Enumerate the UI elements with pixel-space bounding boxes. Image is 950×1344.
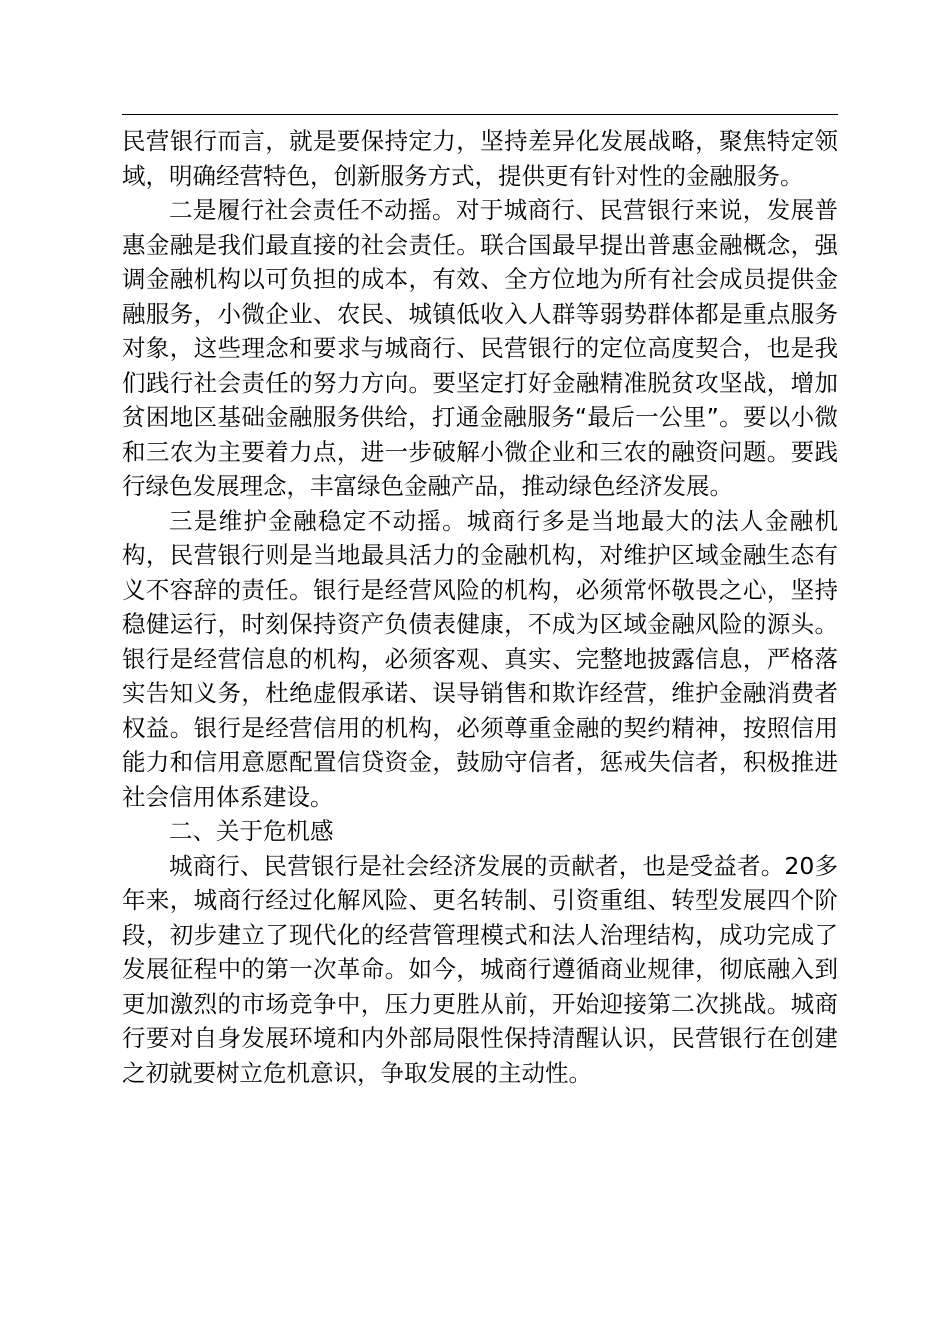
header-rule bbox=[122, 114, 838, 115]
document-body bbox=[122, 124, 838, 1090]
paragraph-continuation: 民营银行而言，就是要保持定力，坚持差异化发展战略，聚焦特定领域，明确经营特色，创新服务方式，提供更有针对性的金融服务。 bbox=[122, 127, 838, 190]
section-heading-crisis: 二、关于危机感 bbox=[169, 817, 334, 845]
paragraph-financial-stability: 三是维护金融稳定不动摇。城商行多是当地最大的法人金融机构，民营银行则是当地最具活力的金融机构，对维护区域金融生态有义不容辞的责任。银行是经营风险的机构，必须常怀敬畏之心，坚持稳健运行，时刻保持资产负债表健康，不成为区域金融风险的源头。银行是经营信息的机构，必须客观、真实、完整地披露信息，严格落实告知义务，杜绝虚假承诺、误导销售和欺诈经营，维护金融消费者权益。银行是经营信用的机构，必须尊重金融的契约精神，按照信用能力和信用意愿配置信贷资金，鼓励守信者，惩戒失信者，积极推进社会信用体系建设。 bbox=[122, 506, 838, 811]
paragraph-crisis-awareness: 城商行、民营银行是社会经济发展的贡献者，也是受益者。20多年来，城商行经过化解风险、更名转制、引资重组、转型发展四个阶段，初步建立了现代化的经营管理模式和法人治理结构，成功完成了发展征程中的第一次革命。如今，城商行遵循商业规律，彻底融入到更加激烈的市场竞争中，压力更胜从前，开始迎接第二次挑战。城商行要对自身发展环境和内外部局限性保持清醒认识，民营银行在创建之初就要树立危机意识，争取发展的主动性。 bbox=[122, 851, 838, 1087]
paragraph-social-responsibility: 二是履行社会责任不动摇。对于城商行、民营银行来说，发展普惠金融是我们最直接的社会责任。联合国最早提出普惠金融概念，强调金融机构以可负担的成本，有效、全方位地为所有社会成员提供金融服务，小微企业、农民、城镇低收入人群等弱势群体都是重点服务对象，这些理念和要求与城商行、民营银行的定位高度契合，也是我们践行社会责任的努力方向。要坚定打好金融精准脱贫攻坚战，增加贫困地区基础金融服务供给，打通金融服务“最后一公里”。要以小微和三农为主要着力点，进一步破解小微企业和三农的融资问题。要践行绿色发展理念，丰富绿色金融产品，推动绿色经济发展。 bbox=[122, 196, 838, 500]
